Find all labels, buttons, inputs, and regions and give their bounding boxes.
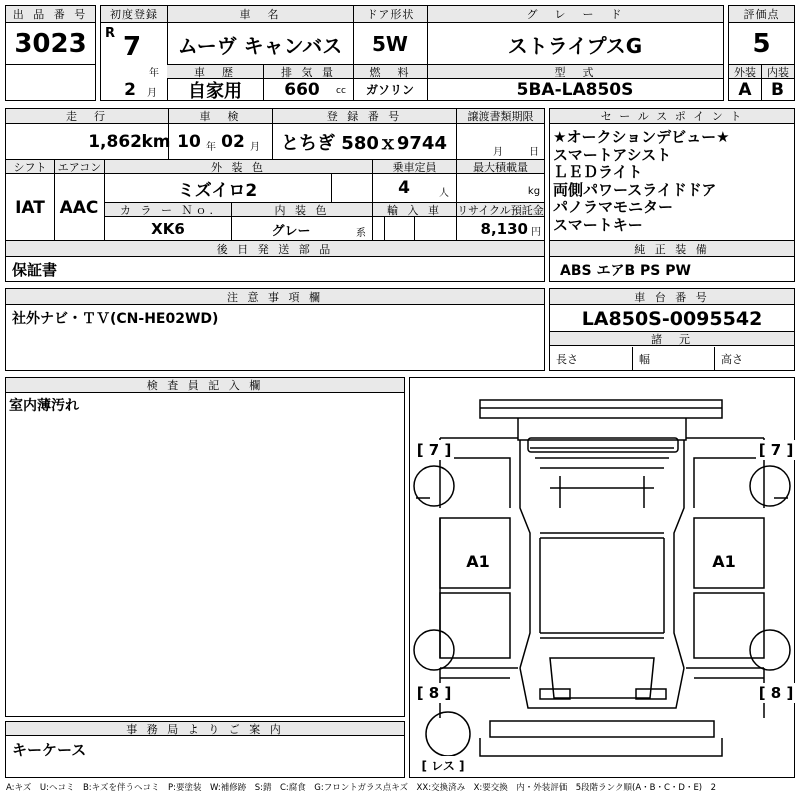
later-parts-label: 後 日 発 送 部 品 [6, 241, 544, 257]
legend: A:キズ U:ヘコミ B:キズを伴うヘコミ P:要塗装 W:補修跡 S:錆 C:腐食 G:フロントガラス点キズ XX:交換済み X:要交換 内・外装評価 5段階ランク順(A・B・C・D・E) 2 [6, 783, 717, 793]
car-name: ムーヴ キャンバス [177, 33, 343, 58]
score-value: 5 [752, 29, 771, 59]
sales-point-item: スマートアシスト [553, 145, 672, 164]
insp-month-unit: 月 [250, 141, 260, 153]
month-unit: 月 [147, 87, 157, 99]
interior-color-suffix: 系 [356, 227, 366, 239]
tire-rear-right: [ 8 ] [756, 683, 796, 703]
history-label: 車 歴 [167, 65, 263, 79]
mileage: 1,862 [88, 132, 142, 152]
era: R [104, 25, 115, 41]
chassis-box [549, 288, 795, 371]
transfer-label: 譲渡書類期限 [456, 109, 544, 124]
office-label: 事 務 局 よ り ご 案 内 [6, 722, 404, 736]
notes-label: 注 意 事 項 欄 [6, 289, 544, 305]
later-parts-value: 保証書 [12, 261, 58, 279]
width-label: 幅 [632, 347, 714, 370]
model-label: 型 式 [427, 65, 723, 79]
capacity-unit: 人 [439, 187, 449, 199]
car-history: 自家用 [188, 80, 242, 102]
tire-rear-left: [ 8 ] [414, 683, 454, 703]
notes-box [5, 288, 545, 371]
door-type: 5W [372, 32, 408, 56]
reg-year: 7 [122, 32, 142, 62]
recycle-fee: 8,130 [480, 220, 528, 238]
equipment-value: ABS エアB PS PW [560, 262, 691, 279]
detail-table [5, 108, 545, 241]
load-label: 最大積載量 [456, 160, 544, 174]
displacement: 660 [284, 79, 320, 100]
first-reg-label: 初度登録 [101, 6, 167, 23]
model-code: 5BA-LA850S [516, 79, 634, 100]
sales-point-item: パノラマモニター [553, 198, 674, 216]
recycle-label: リサイクル預託金 [457, 203, 544, 217]
sales-points-box [549, 108, 795, 241]
inspector-label: 検 査 員 記 入 欄 [6, 378, 404, 393]
height-label: 高さ [714, 347, 794, 370]
sales-point-item: スマートキー [553, 215, 643, 234]
damage-mark-right: A1 [708, 550, 740, 572]
length-label: 長さ [556, 352, 578, 366]
equipment-box [549, 240, 795, 282]
ac-label: エアコン [54, 160, 104, 174]
capacity: 4 [398, 178, 410, 198]
transfer-month-unit: 月 [493, 146, 503, 158]
insp-year-unit: 年 [206, 141, 216, 153]
grade: ストライプスG [507, 33, 643, 58]
color-label: 外 装 色 [104, 160, 372, 174]
lot-label: 出 品 番 号 [6, 6, 95, 23]
score-label: 評価点 [729, 6, 794, 23]
plate-label: 登 録 番 号 [272, 109, 456, 124]
displacement-label: 排 気 量 [263, 65, 353, 79]
air-conditioner: AAC [59, 197, 99, 218]
score-box [728, 5, 795, 101]
car-diagram-box [409, 377, 795, 778]
sales-points-label: セ ー ル ス ポ イ ン ト [550, 109, 794, 124]
damage-mark-left: A1 [462, 550, 494, 572]
specs-label: 諸 元 [550, 332, 794, 346]
car-name-label: 車 名 [167, 6, 353, 23]
capacity-label: 乗車定員 [372, 160, 456, 174]
sales-point-item: ＬＥＤライト [553, 163, 643, 181]
interior-color-label: 内 装 色 [231, 203, 372, 217]
interior-color: グレー [271, 223, 311, 239]
recycle-unit: 円 [531, 226, 541, 238]
tire-front-right: [ 7 ] [756, 440, 796, 460]
car-diagram [410, 378, 794, 777]
import-label: 輸 入 車 [373, 203, 456, 217]
inspector-box [5, 377, 405, 717]
reg-month: 2 [124, 80, 136, 100]
transfer-day-unit: 日 [529, 146, 539, 158]
insp-year: 10 [177, 132, 201, 152]
displacement-unit: cc [336, 86, 346, 96]
load-unit: kg [527, 185, 541, 197]
notes-value: 社外ナビ・ＴＶ(CN-HE02WD) [12, 311, 219, 327]
color-number: XK6 [151, 220, 185, 238]
office-box [5, 721, 405, 778]
shift: IAT [15, 197, 45, 218]
tire-front-left: [ 7 ] [414, 440, 454, 460]
sales-point-item: 両側パワースライドドア [553, 180, 717, 199]
ext-grade: A [738, 79, 752, 100]
plate-number: とちぎ 580ｘ9744 [281, 133, 447, 154]
chassis-number: LA850S-0095542 [581, 307, 763, 330]
lot-box [5, 5, 96, 101]
chassis-label: 車 台 番 号 [550, 289, 794, 305]
equipment-label: 純 正 装 備 [550, 241, 794, 257]
exterior-color: ミズイロ2 [177, 180, 258, 201]
grade-label: グ レ ー ド [427, 6, 723, 23]
ext-label: 外装 [729, 65, 761, 79]
inspector-value: 室内薄汚れ [9, 398, 79, 414]
fuel: ガソリン [365, 83, 414, 97]
inspection-label: 車 検 [168, 109, 272, 124]
sales-point-item: ★オークションデビュー★ [553, 128, 730, 146]
mileage-unit: km [141, 132, 171, 152]
color-no-label: カ ラ ー Ｎｏ. [105, 203, 231, 217]
tire-spare: [ レス ] [418, 756, 468, 774]
insp-month: 02 [221, 132, 245, 152]
lot-number: 3023 [14, 29, 87, 59]
fuel-label: 燃 料 [353, 65, 427, 79]
int-grade: B [771, 79, 784, 100]
int-label: 内装 [761, 65, 794, 79]
mileage-label: 走 行 [6, 109, 168, 124]
vehicle-info-table [100, 5, 724, 101]
later-parts-box [5, 240, 545, 282]
year-unit: 年 [149, 67, 159, 79]
office-value: キーケース [12, 740, 87, 759]
door-label: ドア形状 [353, 6, 427, 23]
shift-label: シフト [6, 160, 54, 174]
